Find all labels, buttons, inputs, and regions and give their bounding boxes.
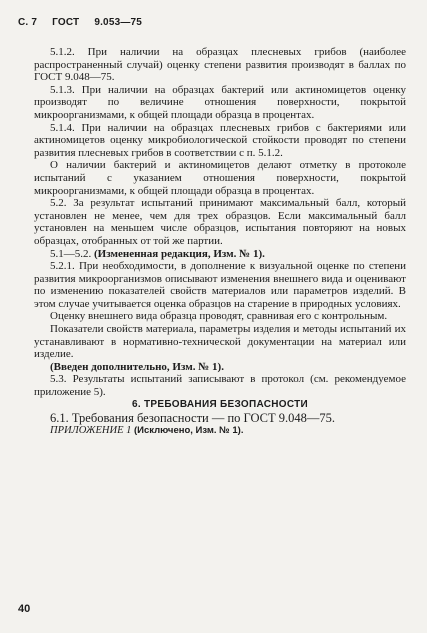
paragraph-5-1-3: 5.1.3. При наличии на образцах бактерий или актиномицетов оценку производят по величине отношения поверхности, покрытой микроорганизмами, к общей площади образца в процентах.: [34, 83, 406, 121]
gost-label: ГОСТ: [52, 17, 80, 28]
page-header: [18, 17, 154, 28]
paragraph-5-1-2: 5.1.2. При наличии на образцах плесневых грибов (наиболее распространенный случай) оценку степени развития производят в баллах по ГОСТ 9.048—75.: [34, 46, 406, 84]
appendix-label: ПРИЛОЖЕНИЕ 1: [50, 425, 132, 437]
page-label: С. 7: [18, 17, 38, 28]
paragraph-5-2: 5.2. За результат испытаний принимают максимальный балл, который установлен не менее, чем для трех образцов. Если максимальный балл установлен на меньшем числе образцов, испытания повторяют на новых образцах, отобранных от той же партии.: [34, 197, 406, 247]
amendment-note-2: (Введен дополнительно, Изм. № 1).: [50, 360, 224, 373]
amendment-prefix: 5.1—5.2.: [50, 247, 94, 260]
appendix-line: [34, 425, 406, 438]
amendment-note-1: [34, 248, 406, 261]
page-number: 40: [18, 603, 31, 615]
section-heading: 6. ТРЕБОВАНИЯ БЕЗОПАСНОСТИ: [131, 398, 309, 410]
paragraph-properties: Показатели свойств материала, параметры изделия и методы испытаний их устанавливают в нормативно-технической документации на материал или изделие.: [34, 323, 406, 361]
paragraph-5-3: 5.3. Результаты испытаний записывают в протокол (см. рекомендуемое приложение 5).: [34, 373, 406, 399]
appendix-note: (Исключено, Изм. № 1).: [134, 425, 244, 437]
paragraph-5-1-4: 5.1.4. При наличии на образцах плесневых грибов с бактериями или актиномицетов оценку микробиологической стойкости проводят по степени развития плесневых грибов в соответствии с п. 5.1.2.: [34, 121, 406, 159]
paragraph-visual-assessment: Оценку внешнего вида образца проводят, сравнивая его с контрольным.: [50, 310, 388, 323]
amendment-text: (Измененная редакция, Изм. № 1).: [94, 247, 265, 260]
paragraph-6-1: 6.1. Требования безопасности — по ГОСТ 9.048—75.: [50, 411, 335, 426]
paragraph-5-2-1: 5.2.1. При необходимости, в дополнение к визуальной оценке по степени развития микроорганизмов описывают изменения внешнего вида и оценивают по изменению показателей свойств материалов или параметров изделий. В этом случае учитывается оценка образцов на старение в природных условиях.: [34, 260, 406, 310]
paragraph-bacteria-note: О наличии бактерий и актиномицетов делают отметку в протоколе испытаний с указанием отношения поверхности, покрытой микроорганизмами, к общей площади образца в процентах.: [34, 159, 406, 197]
document-body: [34, 46, 406, 438]
standard-number: 9.053—75: [94, 17, 143, 28]
